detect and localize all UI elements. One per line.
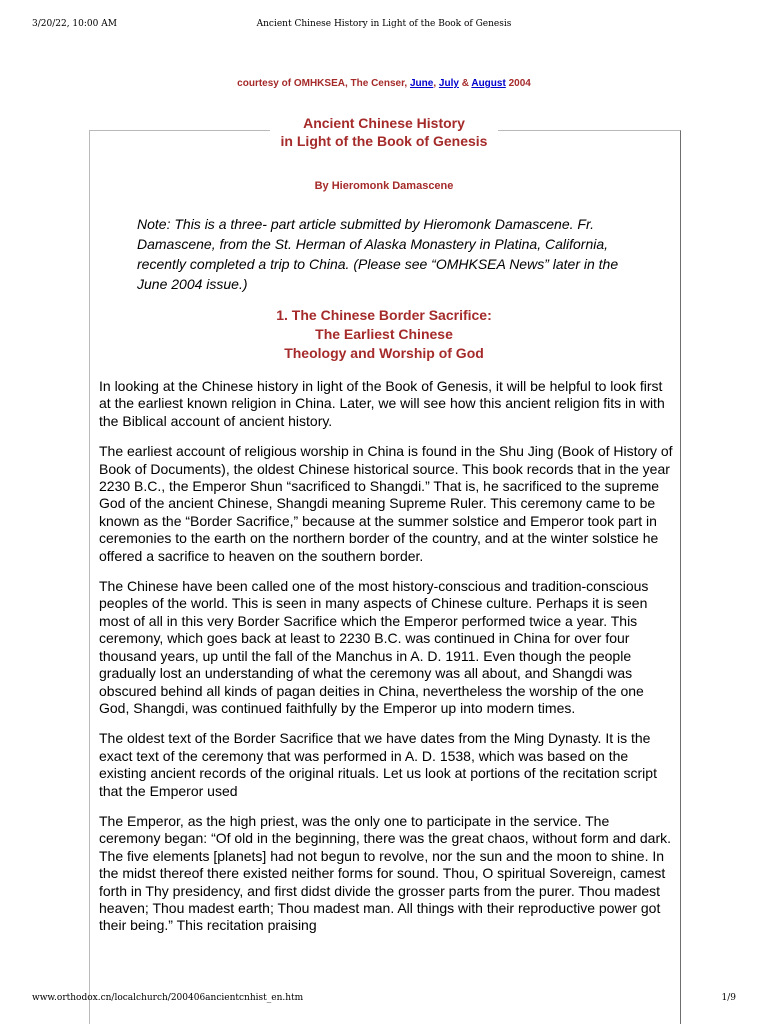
link-june[interactable]: June (410, 78, 434, 89)
article-byline: By Hieromonk Damascene (314, 180, 454, 192)
courtesy-separator: , (433, 78, 439, 89)
courtesy-year: 2004 (505, 78, 531, 89)
print-page-title: Ancient Chinese History in Light of the Book of Genesis (256, 19, 512, 29)
print-url: www.orthodox.cn/localchurch/200406ancientcnhist_en.htm (32, 993, 304, 1003)
courtesy-prefix: courtesy of OMHKSEA, The Censer, (237, 78, 410, 89)
section-heading-line-2: The Earliest Chinese (315, 326, 453, 342)
link-august[interactable]: August (471, 78, 506, 89)
body-paragraph: The oldest text of the Border Sacrifice that we have dates from the Ming Dynasty. It is the exact text of the ceremony that was performed in A. D. 1538, which was based on the existing ancient records of the original rituals. Let us look at portions of the recitation script that the Emperor used (99, 730, 657, 799)
courtesy-separator: & (458, 78, 472, 89)
article-body (99, 378, 673, 948)
section-heading-line-1: 1. The Chinese Border Sacrifice: (276, 307, 492, 323)
courtesy-line (0, 78, 768, 89)
article-title (270, 112, 498, 156)
section-heading (0, 306, 768, 363)
body-paragraph: The Chinese have been called one of the most history-conscious and tradition-conscious peoples of the world. This is seen in many aspects of Chinese culture. Perhaps it is seen most of all in this very Border Sacrifice which the Emperor performed twice a year. This ceremony, which goes back at least to 2230 B.C. was continued in China for over four thousand years, up until the fall of the Manchus in A. D. 1911. Even though the people gradually lost an understanding of what the ceremony was all about, and Shangdi was obscured behind all kinds of pagan deities in China, nevertheless the worship of the one God, Shangdi, was continued faithfully by the Emperor up into modern times. (99, 578, 649, 716)
body-paragraph: The earliest account of religious worship in China is found in the Shu Jing (Book of History of Book of Documents), the oldest Chinese historical source. This book records that in the year 2230 B.C., the Emperor Shun “sacrificed to Shangdi.” That is, he sacrificed to the supreme God of the ancient Chinese, Shangdi meaning Supreme Ruler. This ceremony came to be known as the “Border Sacrifice,” because at the summer solstice and Emperor took part in ceremonies to the earth on the northern border of the country, and at the winter solstice he offered a sacrifice to heaven on the southern border. (99, 443, 673, 564)
link-july[interactable]: July (438, 78, 459, 89)
editor-note: Note: This is a three- part article submitted by Hieromonk Damascene. Fr. Damascene, from the St. Herman of Alaska Monastery in Platina, California, recently completed a trip to China. (Please see “OMHKSEA News” later in the June 2004 issue.) (137, 216, 619, 292)
body-paragraph: In looking at the Chinese history in light of the Book of Genesis, it will be helpful to look first at the earliest known religion in China. Later, we will see how this ancient religion fits in with the Biblical account of ancient history. (99, 378, 665, 429)
body-paragraph: The Emperor, as the high priest, was the only one to participate in the service. The ceremony began: “Of old in the beginning, there was the great chaos, without form and dark. The five elements [planets] had not begun to revolve, nor the sun and the moon to shine. In the midst thereof there existed neither forms for sound. Thou, O spiritual Sovereign, camest forth in Thy presidency, and first didst divide the grosser parts from the purer. Thou madest heaven; Thou madest earth; Thou madest man. All things with their reproductive power got their being.” This recitation praising (99, 812, 671, 934)
print-datetime: 3/20/22, 10:00 AM (32, 19, 117, 29)
section-heading-line-3: Theology and Worship of God (284, 345, 484, 361)
article-title-line-1: Ancient Chinese History (303, 115, 465, 131)
print-page-number: 1/9 (721, 993, 736, 1003)
article-title-line-2: in Light of the Book of Genesis (280, 133, 488, 149)
